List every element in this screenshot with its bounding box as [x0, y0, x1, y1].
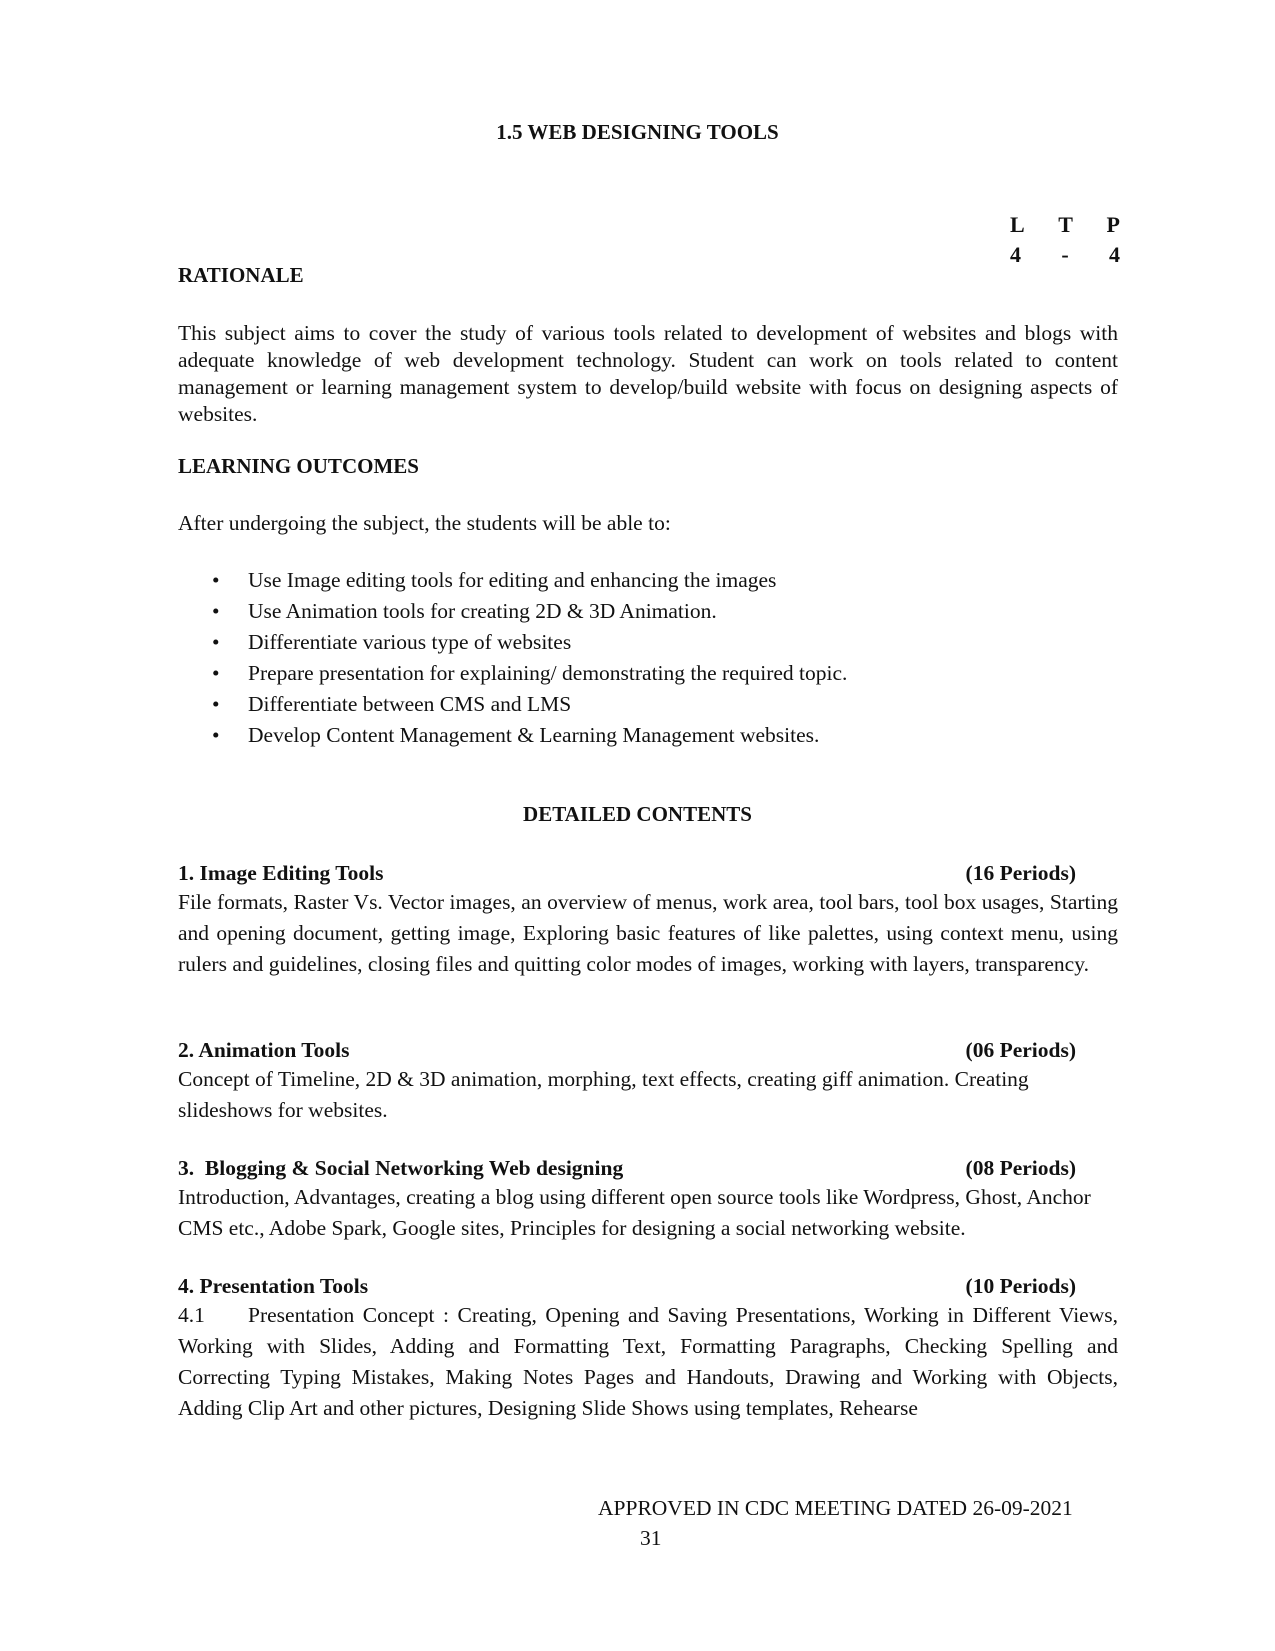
section-1-periods: (16 Periods) [965, 861, 1076, 885]
section-2-periods: (06 Periods) [965, 1038, 1076, 1062]
bullet-icon: • [212, 661, 220, 685]
ltp-value-row [1010, 242, 1120, 268]
learning-outcomes-intro: After undergoing the subject, the students will be able to: [178, 511, 671, 535]
ltp-header-l: L [1010, 212, 1025, 237]
section-4-body [178, 1300, 1118, 1424]
section-2-body: Concept of Timeline, 2D & 3D animation, morphing, text effects, creating giff animation. Creating slideshows for websites. [178, 1067, 1029, 1122]
list-item-text: Use Image editing tools for editing and enhancing the images [248, 568, 777, 592]
section-2-header [178, 1038, 1076, 1063]
section-4-body-text: Presentation Concept : Creating, Opening and Saving Presentations, Working in Different Views, Working with Slides, Adding and Formatting Text, Formatting Paragraphs, Checking Spelling and Correcting Typing Mistakes, Making Notes Pages and Handouts, Drawing and Working with Objects, Adding Clip Art and other pictures, Designing Slide Shows using templates, Rehearse [178, 1303, 1118, 1420]
approval-footer: APPROVED IN CDC MEETING DATED 26-09-2021 [598, 1496, 1073, 1520]
list-item-text: Use Animation tools for creating 2D & 3D Animation. [248, 599, 717, 623]
section-4-header [178, 1274, 1076, 1299]
bullet-icon: • [212, 568, 220, 592]
bullet-icon: • [212, 630, 220, 654]
list-item [178, 720, 1118, 751]
ltp-value-p: 4 [1108, 242, 1120, 267]
section-1-header [178, 861, 1076, 886]
page-title: 1.5 WEB DESIGNING TOOLS [496, 120, 779, 144]
learning-outcomes-list [178, 565, 1118, 751]
list-item-text: Differentiate between CMS and LMS [248, 692, 572, 716]
list-item [178, 565, 1118, 596]
ltp-header-t: T [1058, 212, 1073, 237]
list-item [178, 689, 1118, 720]
bullet-icon: • [212, 599, 220, 623]
section-2-title: 2. Animation Tools [178, 1038, 350, 1062]
list-item-text: Prepare presentation for explaining/ demonstrating the required topic. [248, 661, 848, 685]
ltp-header-p: P [1106, 212, 1120, 237]
bullet-icon: • [212, 692, 220, 716]
learning-outcomes-heading: LEARNING OUTCOMES [178, 454, 419, 478]
list-item-text: Differentiate various type of websites [248, 630, 572, 654]
bullet-icon: • [212, 723, 220, 747]
section-4-title: 4. Presentation Tools [178, 1274, 369, 1298]
page-number: 31 [640, 1526, 662, 1550]
list-item [178, 627, 1118, 658]
section-3-header [178, 1156, 1076, 1181]
section-4-periods: (10 Periods) [965, 1274, 1076, 1298]
rationale-heading: RATIONALE [178, 263, 304, 287]
section-1-body: File formats, Raster Vs. Vector images, an overview of menus, work area, tool bars, tool box usages, Starting and opening document, getting image, Exploring basic features of like palettes, using context menu, using rulers and guidelines, closing files and quitting color modes of images, working with layers, transparency. [178, 890, 1118, 976]
section-3-periods: (08 Periods) [965, 1156, 1076, 1180]
ltp-value-l: 4 [1010, 242, 1021, 267]
detailed-contents-heading: DETAILED CONTENTS [523, 802, 752, 826]
list-item [178, 658, 1118, 689]
section-3-body: Introduction, Advantages, creating a blog using different open source tools like Wordpress, Ghost, Anchor CMS etc., Adobe Spark, Google sites, Principles for designing a social networking website. [178, 1185, 1091, 1240]
rationale-text: This subject aims to cover the study of various tools related to development of websites and blogs with adequate knowledge of web development technology. Student can work on tools related to content management or learning management system to develop/build website with focus on designing aspects of websites. [178, 321, 1118, 426]
list-item [178, 596, 1118, 627]
section-1-title: 1. Image Editing Tools [178, 861, 384, 885]
section-4-sub-number: 4.1 [178, 1303, 205, 1327]
section-3-title: 3. Blogging & Social Networking Web designing [178, 1156, 624, 1180]
ltp-value-t: - [1061, 242, 1069, 267]
ltp-header-row [1010, 212, 1120, 238]
list-item-text: Develop Content Management & Learning Management websites. [248, 723, 820, 747]
